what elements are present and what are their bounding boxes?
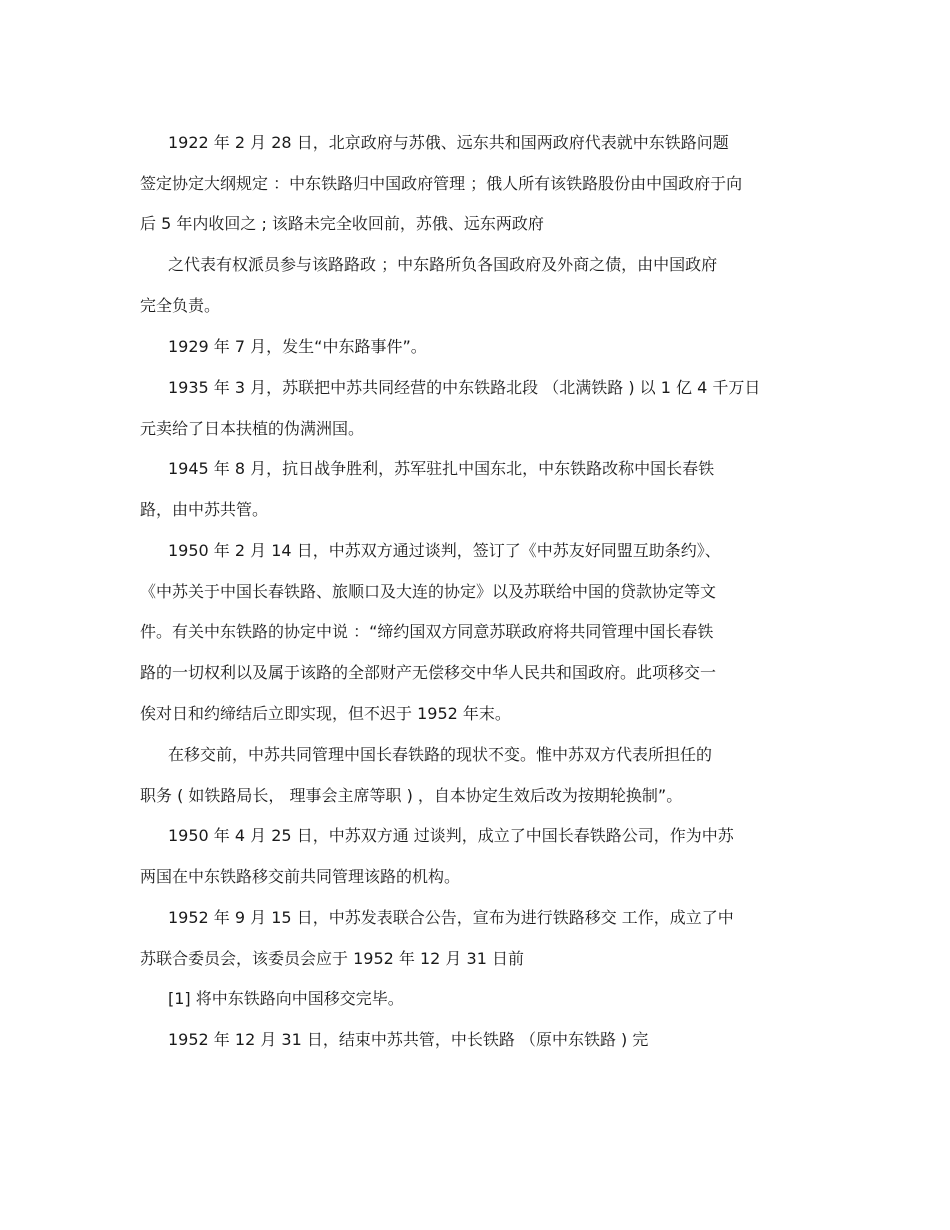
text-line: 件。有关中东铁路的协定中说 ：“缔约国双方同意苏联政府将共同管理中国长春铁 bbox=[140, 622, 714, 641]
text-line: 1935 年 3 月，苏联把中苏共同经营的中东铁路北段 （北满铁路 ) 以 1 亿 4 千万日 bbox=[168, 378, 761, 397]
text-line: 两国在中东铁路移交前共同管理该路的机构。 bbox=[140, 867, 461, 886]
text-line: 路的一切权利以及属于该路的全部财产无偿移交中华人民共和国政府。此项移交一 bbox=[140, 663, 717, 682]
text-line: 后 5 年内收回之 ; 该路未完全收回前，苏俄、远东两政府 bbox=[140, 214, 544, 233]
text-line: 完全负责。 bbox=[140, 296, 221, 315]
text-line: 1952 年 9 月 15 日，中苏发表联合公告，宣布为进行铁路移交 工作，成立了中 bbox=[168, 908, 734, 927]
text-line: 签定协定大纲规定 ：中东铁路归中国政府管理 ；俄人所有该铁路股份由中国政府于向 bbox=[140, 174, 743, 193]
text-line: 职务 ( 如铁路局长， 理事会主席等职 ) ，自本协定生效后改为按期轮换制”。 bbox=[140, 786, 683, 805]
text-line: 元卖给了日本扶植的伪满洲国。 bbox=[140, 419, 365, 438]
text-line: 1945 年 8 月，抗日战争胜利，苏军驻扎中国东北，中东铁路改称中国长春铁 bbox=[168, 459, 715, 478]
text-line: 路，由中苏共管。 bbox=[140, 500, 269, 519]
text-line: [1] 将中东铁路向中国移交完毕。 bbox=[168, 989, 404, 1008]
text-line: 1950 年 2 月 14 日，中苏双方通过谈判，签订了《中苏友好同盟互助条约》、 bbox=[168, 541, 721, 560]
text-line: 俟对日和约缔结后立即实现，但不迟于 1952 年末。 bbox=[140, 704, 511, 723]
text-line: 在移交前，中苏共同管理中国长春铁路的现状不变。惟中苏双方代表所担任的 bbox=[168, 745, 713, 764]
text-line: 《中苏关于中国长春铁路、旅顺口及大连的协定》以及苏联给中国的贷款协定等文 bbox=[140, 582, 717, 601]
text-line: 1950 年 4 月 25 日，中苏双方通 过谈判，成立了中国长春铁路公司，作为中苏 bbox=[168, 826, 734, 845]
text-line: 1952 年 12 月 31 日，结束中苏共管，中长铁路 （原中东铁路 ) 完 bbox=[168, 1030, 649, 1049]
text-line: 1922 年 2 月 28 日，北京政府与苏俄、远东共和国两政府代表就中东铁路问题 bbox=[168, 133, 729, 152]
text-line: 1929 年 7 月，发生“中东路事件”。 bbox=[168, 337, 427, 356]
text-line: 之代表有权派员参与该路路政 ；中东路所负各国政府及外商之债，由中国政府 bbox=[168, 255, 718, 274]
text-line: 苏联合委员会，该委员会应于 1952 年 12 月 31 日前 bbox=[140, 949, 524, 968]
